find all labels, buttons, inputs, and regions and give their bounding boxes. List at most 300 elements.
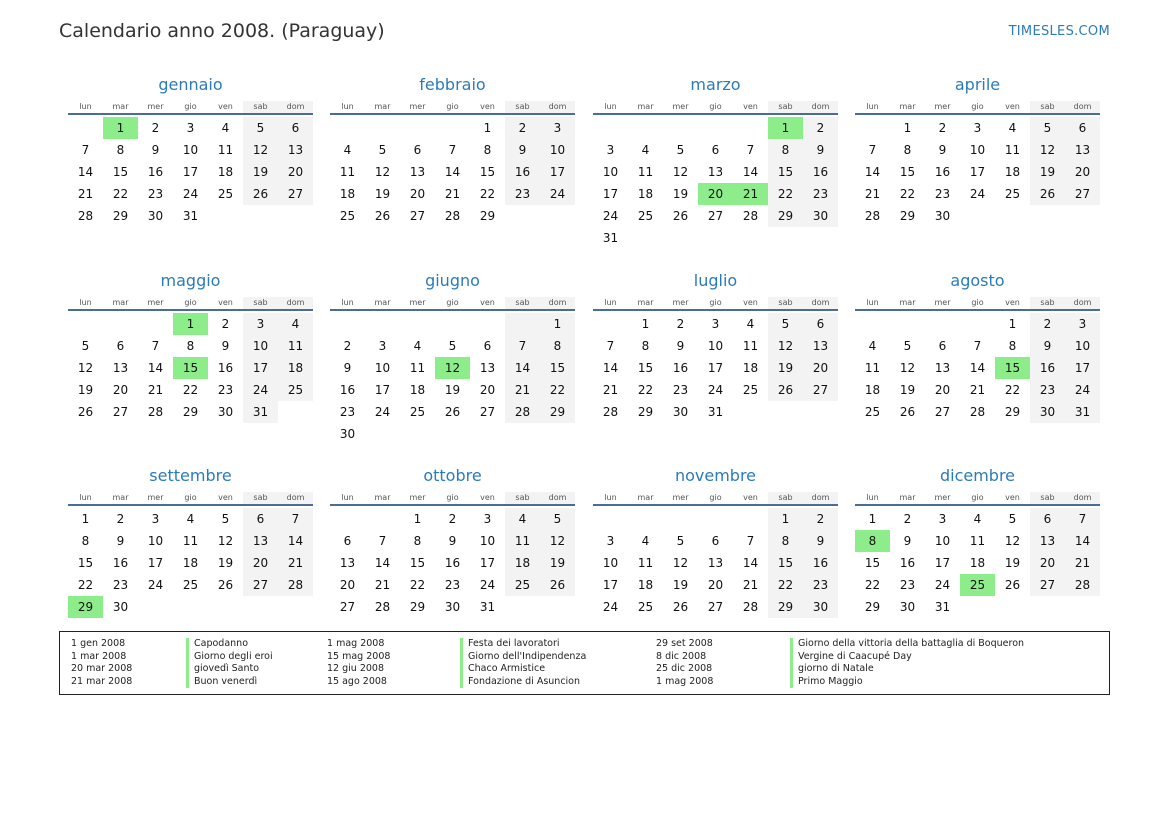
holiday-day-cell[interactable]: 15: [995, 357, 1030, 379]
day-cell[interactable]: 11: [339, 165, 356, 179]
day-cell[interactable]: 26: [672, 600, 689, 614]
day-cell[interactable]: 8: [483, 143, 492, 157]
day-cell[interactable]: 29: [637, 405, 654, 419]
day-cell[interactable]: 11: [217, 143, 234, 157]
day-cell[interactable]: 7: [606, 339, 615, 353]
day-cell[interactable]: 12: [899, 361, 916, 375]
day-cell[interactable]: 25: [409, 405, 426, 419]
day-cell[interactable]: 20: [479, 383, 496, 397]
day-cell[interactable]: 6: [343, 534, 352, 548]
day-cell[interactable]: 21: [505, 379, 540, 401]
day-cell[interactable]: 22: [112, 187, 129, 201]
day-cell[interactable]: 8: [81, 534, 90, 548]
day-cell[interactable]: 6: [116, 339, 125, 353]
day-cell[interactable]: 11: [505, 530, 540, 552]
day-cell[interactable]: 5: [81, 339, 90, 353]
day-cell[interactable]: 10: [707, 339, 724, 353]
day-cell[interactable]: 25: [637, 600, 654, 614]
day-cell[interactable]: 20: [1030, 552, 1065, 574]
day-cell[interactable]: 3: [483, 512, 492, 526]
day-cell[interactable]: 3: [540, 117, 575, 139]
day-cell[interactable]: 14: [444, 165, 461, 179]
day-cell[interactable]: 7: [278, 508, 313, 530]
day-cell[interactable]: 16: [217, 361, 234, 375]
day-cell[interactable]: 10: [243, 335, 278, 357]
day-cell[interactable]: 18: [1004, 165, 1021, 179]
day-cell[interactable]: 25: [505, 574, 540, 596]
day-cell[interactable]: 24: [182, 187, 199, 201]
day-cell[interactable]: 23: [934, 187, 951, 201]
day-cell[interactable]: 3: [151, 512, 160, 526]
day-cell[interactable]: 19: [540, 552, 575, 574]
day-cell[interactable]: 26: [217, 578, 234, 592]
day-cell[interactable]: 21: [864, 187, 881, 201]
day-cell[interactable]: 6: [938, 339, 947, 353]
day-cell[interactable]: 14: [374, 556, 391, 570]
day-cell[interactable]: 15: [112, 165, 129, 179]
day-cell[interactable]: 4: [278, 313, 313, 335]
day-cell[interactable]: 19: [899, 383, 916, 397]
day-cell[interactable]: 24: [147, 578, 164, 592]
day-cell[interactable]: 18: [637, 578, 654, 592]
holiday-day-cell[interactable]: 20: [698, 183, 733, 205]
day-cell[interactable]: 7: [505, 335, 540, 357]
day-cell[interactable]: 1: [540, 313, 575, 335]
day-cell[interactable]: 16: [147, 165, 164, 179]
day-cell[interactable]: 12: [1004, 534, 1021, 548]
day-cell[interactable]: 24: [540, 183, 575, 205]
day-cell[interactable]: 10: [540, 139, 575, 161]
day-cell[interactable]: 19: [77, 383, 94, 397]
day-cell[interactable]: 20: [1065, 161, 1100, 183]
day-cell[interactable]: 4: [505, 508, 540, 530]
holiday-day-cell[interactable]: 15: [173, 357, 208, 379]
day-cell[interactable]: 17: [374, 383, 391, 397]
day-cell[interactable]: 30: [112, 600, 129, 614]
day-cell[interactable]: 4: [973, 512, 982, 526]
day-cell[interactable]: 23: [112, 578, 129, 592]
day-cell[interactable]: 14: [969, 361, 986, 375]
day-cell[interactable]: 11: [182, 534, 199, 548]
day-cell[interactable]: 28: [505, 401, 540, 423]
day-cell[interactable]: 9: [221, 339, 230, 353]
day-cell[interactable]: 27: [707, 600, 724, 614]
day-cell[interactable]: 31: [1065, 401, 1100, 423]
day-cell[interactable]: 18: [339, 187, 356, 201]
day-cell[interactable]: 15: [864, 556, 881, 570]
day-cell[interactable]: 8: [768, 530, 803, 552]
day-cell[interactable]: 20: [803, 357, 838, 379]
day-cell[interactable]: 21: [1065, 552, 1100, 574]
day-cell[interactable]: 23: [672, 383, 689, 397]
day-cell[interactable]: 7: [973, 339, 982, 353]
day-cell[interactable]: 17: [602, 578, 619, 592]
holiday-day-cell[interactable]: 12: [435, 357, 470, 379]
day-cell[interactable]: 5: [243, 117, 278, 139]
day-cell[interactable]: 26: [77, 405, 94, 419]
day-cell[interactable]: 15: [637, 361, 654, 375]
day-cell[interactable]: 19: [444, 383, 461, 397]
day-cell[interactable]: 11: [409, 361, 426, 375]
day-cell[interactable]: 10: [182, 143, 199, 157]
day-cell[interactable]: 2: [803, 508, 838, 530]
day-cell[interactable]: 28: [278, 574, 313, 596]
day-cell[interactable]: 4: [343, 143, 352, 157]
day-cell[interactable]: 31: [934, 600, 951, 614]
day-cell[interactable]: 30: [444, 600, 461, 614]
day-cell[interactable]: 28: [444, 209, 461, 223]
day-cell[interactable]: 22: [637, 383, 654, 397]
day-cell[interactable]: 18: [409, 383, 426, 397]
day-cell[interactable]: 24: [1065, 379, 1100, 401]
day-cell[interactable]: 16: [672, 361, 689, 375]
day-cell[interactable]: 10: [602, 556, 619, 570]
day-cell[interactable]: 21: [278, 552, 313, 574]
day-cell[interactable]: 10: [602, 165, 619, 179]
day-cell[interactable]: 27: [707, 209, 724, 223]
day-cell[interactable]: 19: [768, 357, 803, 379]
day-cell[interactable]: 30: [339, 427, 356, 441]
day-cell[interactable]: 26: [243, 183, 278, 205]
day-cell[interactable]: 20: [409, 187, 426, 201]
day-cell[interactable]: 11: [1004, 143, 1021, 157]
day-cell[interactable]: 16: [899, 556, 916, 570]
day-cell[interactable]: 21: [374, 578, 391, 592]
day-cell[interactable]: 25: [217, 187, 234, 201]
day-cell[interactable]: 21: [77, 187, 94, 201]
holiday-day-cell[interactable]: 25: [960, 574, 995, 596]
day-cell[interactable]: 14: [1065, 530, 1100, 552]
day-cell[interactable]: 8: [903, 143, 912, 157]
day-cell[interactable]: 9: [903, 534, 912, 548]
day-cell[interactable]: 11: [278, 335, 313, 357]
brand-link[interactable]: TIMESLES.COM: [1008, 24, 1110, 39]
holiday-day-cell[interactable]: 8: [855, 530, 890, 552]
day-cell[interactable]: 23: [339, 405, 356, 419]
day-cell[interactable]: 5: [676, 143, 685, 157]
day-cell[interactable]: 14: [864, 165, 881, 179]
day-cell[interactable]: 3: [378, 339, 387, 353]
day-cell[interactable]: 29: [899, 209, 916, 223]
day-cell[interactable]: 19: [243, 161, 278, 183]
day-cell[interactable]: 11: [864, 361, 881, 375]
day-cell[interactable]: 4: [221, 121, 230, 135]
day-cell[interactable]: 22: [768, 574, 803, 596]
day-cell[interactable]: 27: [243, 574, 278, 596]
day-cell[interactable]: 7: [151, 339, 160, 353]
day-cell[interactable]: 28: [742, 600, 759, 614]
day-cell[interactable]: 7: [448, 143, 457, 157]
day-cell[interactable]: 13: [479, 361, 496, 375]
day-cell[interactable]: 2: [221, 317, 230, 331]
day-cell[interactable]: 2: [903, 512, 912, 526]
day-cell[interactable]: 15: [479, 165, 496, 179]
day-cell[interactable]: 6: [1065, 117, 1100, 139]
day-cell[interactable]: 24: [602, 600, 619, 614]
day-cell[interactable]: 6: [711, 143, 720, 157]
day-cell[interactable]: 26: [1004, 578, 1021, 592]
day-cell[interactable]: 8: [116, 143, 125, 157]
day-cell[interactable]: 15: [899, 165, 916, 179]
day-cell[interactable]: 12: [672, 165, 689, 179]
day-cell[interactable]: 22: [77, 578, 94, 592]
day-cell[interactable]: 23: [899, 578, 916, 592]
day-cell[interactable]: 28: [969, 405, 986, 419]
day-cell[interactable]: 13: [1065, 139, 1100, 161]
day-cell[interactable]: 13: [409, 165, 426, 179]
day-cell[interactable]: 3: [606, 143, 615, 157]
day-cell[interactable]: 30: [803, 205, 838, 227]
day-cell[interactable]: 3: [606, 534, 615, 548]
day-cell[interactable]: 6: [413, 143, 422, 157]
day-cell[interactable]: 9: [505, 139, 540, 161]
day-cell[interactable]: 16: [505, 161, 540, 183]
day-cell[interactable]: 2: [938, 121, 947, 135]
day-cell[interactable]: 13: [707, 165, 724, 179]
day-cell[interactable]: 28: [864, 209, 881, 223]
day-cell[interactable]: 19: [1030, 161, 1065, 183]
day-cell[interactable]: 12: [540, 530, 575, 552]
day-cell[interactable]: 6: [243, 508, 278, 530]
day-cell[interactable]: 24: [969, 187, 986, 201]
day-cell[interactable]: 12: [217, 534, 234, 548]
day-cell[interactable]: 18: [969, 556, 986, 570]
day-cell[interactable]: 13: [803, 335, 838, 357]
day-cell[interactable]: 31: [479, 600, 496, 614]
day-cell[interactable]: 2: [116, 512, 125, 526]
day-cell[interactable]: 5: [221, 512, 230, 526]
day-cell[interactable]: 14: [147, 361, 164, 375]
day-cell[interactable]: 30: [672, 405, 689, 419]
day-cell[interactable]: 6: [803, 313, 838, 335]
day-cell[interactable]: 25: [278, 379, 313, 401]
day-cell[interactable]: 13: [278, 139, 313, 161]
day-cell[interactable]: 17: [934, 556, 951, 570]
day-cell[interactable]: 25: [339, 209, 356, 223]
day-cell[interactable]: 28: [602, 405, 619, 419]
day-cell[interactable]: 31: [243, 401, 278, 423]
day-cell[interactable]: 8: [186, 339, 195, 353]
day-cell[interactable]: 7: [746, 143, 755, 157]
day-cell[interactable]: 3: [711, 317, 720, 331]
day-cell[interactable]: 16: [339, 383, 356, 397]
day-cell[interactable]: 14: [602, 361, 619, 375]
day-cell[interactable]: 22: [540, 379, 575, 401]
day-cell[interactable]: 3: [186, 121, 195, 135]
day-cell[interactable]: 19: [672, 578, 689, 592]
day-cell[interactable]: 23: [147, 187, 164, 201]
day-cell[interactable]: 5: [768, 313, 803, 335]
day-cell[interactable]: 24: [243, 379, 278, 401]
day-cell[interactable]: 10: [934, 534, 951, 548]
day-cell[interactable]: 2: [676, 317, 685, 331]
day-cell[interactable]: 29: [182, 405, 199, 419]
day-cell[interactable]: 13: [934, 361, 951, 375]
day-cell[interactable]: 5: [378, 143, 387, 157]
day-cell[interactable]: 17: [969, 165, 986, 179]
day-cell[interactable]: 2: [343, 339, 352, 353]
day-cell[interactable]: 28: [147, 405, 164, 419]
day-cell[interactable]: 17: [540, 161, 575, 183]
day-cell[interactable]: 29: [768, 205, 803, 227]
day-cell[interactable]: 29: [1004, 405, 1021, 419]
day-cell[interactable]: 18: [864, 383, 881, 397]
day-cell[interactable]: 7: [1065, 508, 1100, 530]
day-cell[interactable]: 21: [444, 187, 461, 201]
day-cell[interactable]: 16: [112, 556, 129, 570]
day-cell[interactable]: 15: [768, 161, 803, 183]
day-cell[interactable]: 9: [116, 534, 125, 548]
day-cell[interactable]: 18: [217, 165, 234, 179]
day-cell[interactable]: 27: [803, 379, 838, 401]
day-cell[interactable]: 15: [768, 552, 803, 574]
day-cell[interactable]: 13: [112, 361, 129, 375]
day-cell[interactable]: 20: [112, 383, 129, 397]
day-cell[interactable]: 5: [676, 534, 685, 548]
day-cell[interactable]: 25: [637, 209, 654, 223]
day-cell[interactable]: 23: [803, 574, 838, 596]
day-cell[interactable]: 4: [641, 534, 650, 548]
day-cell[interactable]: 11: [637, 556, 654, 570]
day-cell[interactable]: 29: [409, 600, 426, 614]
day-cell[interactable]: 9: [448, 534, 457, 548]
day-cell[interactable]: 20: [278, 161, 313, 183]
day-cell[interactable]: 29: [864, 600, 881, 614]
day-cell[interactable]: 18: [278, 357, 313, 379]
day-cell[interactable]: 25: [182, 578, 199, 592]
day-cell[interactable]: 5: [448, 339, 457, 353]
day-cell[interactable]: 21: [147, 383, 164, 397]
day-cell[interactable]: 27: [934, 405, 951, 419]
day-cell[interactable]: 30: [1030, 401, 1065, 423]
day-cell[interactable]: 23: [803, 183, 838, 205]
day-cell[interactable]: 28: [77, 209, 94, 223]
day-cell[interactable]: 11: [637, 165, 654, 179]
day-cell[interactable]: 5: [903, 339, 912, 353]
day-cell[interactable]: 27: [278, 183, 313, 205]
day-cell[interactable]: 2: [448, 512, 457, 526]
day-cell[interactable]: 4: [746, 317, 755, 331]
day-cell[interactable]: 8: [540, 335, 575, 357]
day-cell[interactable]: 29: [112, 209, 129, 223]
day-cell[interactable]: 9: [803, 530, 838, 552]
day-cell[interactable]: 16: [444, 556, 461, 570]
day-cell[interactable]: 19: [374, 187, 391, 201]
day-cell[interactable]: 17: [243, 357, 278, 379]
day-cell[interactable]: 12: [374, 165, 391, 179]
day-cell[interactable]: 1: [1008, 317, 1017, 331]
day-cell[interactable]: 12: [768, 335, 803, 357]
day-cell[interactable]: 13: [339, 556, 356, 570]
day-cell[interactable]: 29: [768, 596, 803, 618]
day-cell[interactable]: 6: [278, 117, 313, 139]
day-cell[interactable]: 16: [1030, 357, 1065, 379]
holiday-day-cell[interactable]: 1: [173, 313, 208, 335]
day-cell[interactable]: 14: [77, 165, 94, 179]
day-cell[interactable]: 26: [444, 405, 461, 419]
day-cell[interactable]: 14: [742, 556, 759, 570]
day-cell[interactable]: 12: [243, 139, 278, 161]
day-cell[interactable]: 18: [637, 187, 654, 201]
day-cell[interactable]: 1: [903, 121, 912, 135]
day-cell[interactable]: 27: [409, 209, 426, 223]
day-cell[interactable]: 23: [1030, 379, 1065, 401]
day-cell[interactable]: 9: [803, 139, 838, 161]
holiday-day-cell[interactable]: 29: [68, 596, 103, 618]
day-cell[interactable]: 3: [243, 313, 278, 335]
day-cell[interactable]: 8: [641, 339, 650, 353]
day-cell[interactable]: 17: [602, 187, 619, 201]
day-cell[interactable]: 14: [742, 165, 759, 179]
day-cell[interactable]: 21: [602, 383, 619, 397]
day-cell[interactable]: 30: [217, 405, 234, 419]
day-cell[interactable]: 20: [243, 552, 278, 574]
day-cell[interactable]: 5: [540, 508, 575, 530]
day-cell[interactable]: 8: [1008, 339, 1017, 353]
day-cell[interactable]: 26: [768, 379, 803, 401]
day-cell[interactable]: 1: [413, 512, 422, 526]
day-cell[interactable]: 30: [934, 209, 951, 223]
day-cell[interactable]: 26: [374, 209, 391, 223]
day-cell[interactable]: 23: [505, 183, 540, 205]
holiday-day-cell[interactable]: 1: [103, 117, 138, 139]
day-cell[interactable]: 5: [1030, 117, 1065, 139]
day-cell[interactable]: 22: [182, 383, 199, 397]
day-cell[interactable]: 25: [864, 405, 881, 419]
day-cell[interactable]: 28: [1065, 574, 1100, 596]
day-cell[interactable]: 2: [151, 121, 160, 135]
day-cell[interactable]: 10: [479, 534, 496, 548]
day-cell[interactable]: 3: [1065, 313, 1100, 335]
day-cell[interactable]: 22: [864, 578, 881, 592]
day-cell[interactable]: 9: [1030, 335, 1065, 357]
day-cell[interactable]: 27: [479, 405, 496, 419]
day-cell[interactable]: 25: [1004, 187, 1021, 201]
day-cell[interactable]: 15: [409, 556, 426, 570]
day-cell[interactable]: 30: [899, 600, 916, 614]
day-cell[interactable]: 22: [409, 578, 426, 592]
day-cell[interactable]: 31: [182, 209, 199, 223]
day-cell[interactable]: 11: [742, 339, 759, 353]
day-cell[interactable]: 7: [378, 534, 387, 548]
day-cell[interactable]: 1: [641, 317, 650, 331]
day-cell[interactable]: 21: [969, 383, 986, 397]
day-cell[interactable]: 30: [803, 596, 838, 618]
day-cell[interactable]: 24: [934, 578, 951, 592]
day-cell[interactable]: 4: [641, 143, 650, 157]
day-cell[interactable]: 24: [479, 578, 496, 592]
day-cell[interactable]: 13: [243, 530, 278, 552]
day-cell[interactable]: 22: [1004, 383, 1021, 397]
day-cell[interactable]: 18: [505, 552, 540, 574]
day-cell[interactable]: 8: [768, 139, 803, 161]
day-cell[interactable]: 26: [1030, 183, 1065, 205]
day-cell[interactable]: 19: [1004, 556, 1021, 570]
day-cell[interactable]: 17: [1065, 357, 1100, 379]
day-cell[interactable]: 1: [868, 512, 877, 526]
day-cell[interactable]: 17: [182, 165, 199, 179]
day-cell[interactable]: 14: [278, 530, 313, 552]
day-cell[interactable]: 19: [217, 556, 234, 570]
day-cell[interactable]: 4: [1008, 121, 1017, 135]
day-cell[interactable]: 10: [147, 534, 164, 548]
day-cell[interactable]: 14: [505, 357, 540, 379]
day-cell[interactable]: 7: [746, 534, 755, 548]
holiday-day-cell[interactable]: 1: [768, 117, 803, 139]
day-cell[interactable]: 21: [742, 578, 759, 592]
day-cell[interactable]: 2: [505, 117, 540, 139]
day-cell[interactable]: 16: [934, 165, 951, 179]
